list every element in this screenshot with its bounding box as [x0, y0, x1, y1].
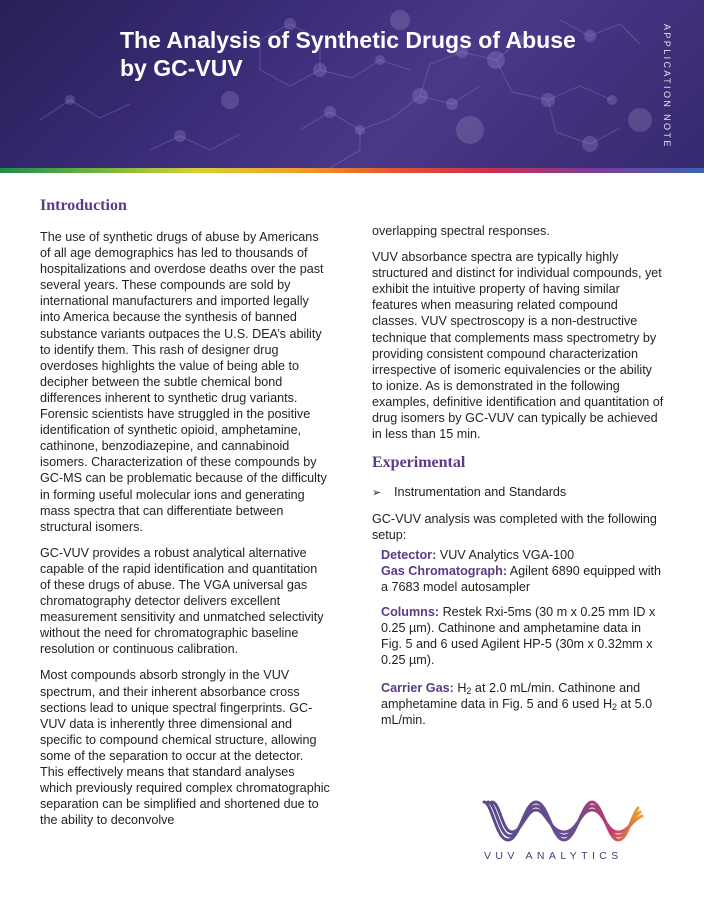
intro-paragraph-2: GC-VUV provides a robust analytical alternative capable of the rapid identification and quantitation of these drugs of abuse. The VGA universal gas chromatography detector delivers excellent measurement sensitivity and unmatched selectivity without the need for chromatographic baseline resolution or continuous calibration. — [40, 545, 324, 657]
carrier-h-subscript-2: 2 — [612, 702, 618, 713]
columns-value: Restek Rxi-5ms (30 m x 0.25 mm ID x 0.25 µm). Cathinone and amphetamine data in Fig. 5 and 6 used Agilent HP-5 (30m x 0.32mm x 0.25 µm). — [381, 604, 656, 668]
experimental-heading: Experimental — [372, 454, 466, 472]
columns-spec — [372, 604, 664, 668]
vuv-analytics-logo-text: VUV ANALYTICS — [484, 850, 623, 862]
application-note-label: APPLICATION NOTE — [662, 24, 672, 149]
columns-label: Columns: — [381, 604, 440, 619]
carrier-h-subscript: 2 — [466, 686, 472, 697]
gc-spec — [372, 563, 664, 595]
color-stripe-divider — [0, 168, 704, 173]
intro-paragraph-3-continued: overlapping spectral responses. — [372, 224, 550, 238]
arrow-bullet-icon: ➢ — [372, 487, 382, 500]
carrier-text-1: at 2.0 mL/min. Cathinone and amphetamine data in Fig. 5 and 6 used — [381, 681, 641, 712]
document-title: The Analysis of Synthetic Drugs of Abuse by GC-VUV — [120, 27, 576, 81]
detector-label: Detector: — [381, 547, 437, 562]
carrier-gas-spec — [372, 680, 664, 728]
bullet-text: Instrumentation and Standards — [394, 485, 567, 500]
carrier-h: H — [457, 681, 467, 696]
right-column — [372, 223, 664, 728]
gc-value: Agilent 6890 equipped with a 7683 model autosampler — [381, 563, 661, 594]
intro-paragraph-4: VUV absorbance spectra are typically highly structured and distinct for individual compounds, yet exhibit the intuitive property of having similar features when measuring related compound classes. VUV spectroscopy is a non-destructive technique that complements mass spectrometry by providing consistent compound characterization irrespective of isomeric equivalencies or the ability to ionize. As is demonstrated in the following examples, definitive identification and quantitation of drug isomers by GC-VUV can typically be achieved in less than 15 min. — [372, 250, 664, 442]
instrumentation-bullet — [372, 484, 664, 501]
gc-label: Gas Chromatograph: — [381, 563, 507, 578]
carrier-text-2: at 5.0 mL/min. — [381, 697, 653, 728]
left-column — [40, 196, 330, 838]
header-banner — [0, 0, 704, 168]
setup-intro: GC-VUV analysis was completed with the following setup: — [372, 512, 657, 543]
intro-paragraph-3: Most compounds absorb strongly in the VUV spectrum, and their inherent absorbance cross sections lead to unique spectral fingerprints. GC-VUV data is inherently three dimensional and specific to compound chemical structure, allowing some of the separation to occur at the detector. This effectively means that standard analyses which previously required complex chromatographic separation can be simplified and shortened due to the ability to deconvolve — [40, 668, 330, 828]
detector-spec — [372, 547, 664, 563]
carrier-gas-label: Carrier Gas: — [381, 681, 454, 696]
detector-value: VUV Analytics VGA-100 — [436, 547, 575, 562]
intro-paragraph-1: The use of synthetic drugs of abuse by Americans of all age demographics has led to thousands of hospitalizations and overdose deaths over the past several years. These compounds are sold by international manufacturers and imported legally into America because the synthesis of banned substance variants outpaces the U.S. DEA’s ability to identify them. This rash of designer drug overdoses highlights the value of being able to decipher between the subtle chemical bond differences inherent to synthetic drug variants. Forensic scientists have struggled in the positive identification of synthetic opioid, amphetamine, cathinone, benzodiazepine, and cannabinoid isomers. Characterization of these compounds by GC-MS can be problematic because of the difficulty in forming useful molecular ions and generating mass spectra that can differentiate between structural isomers. — [40, 230, 327, 534]
introduction-heading: Introduction — [40, 197, 127, 214]
carrier-h-2: H — [602, 697, 613, 712]
